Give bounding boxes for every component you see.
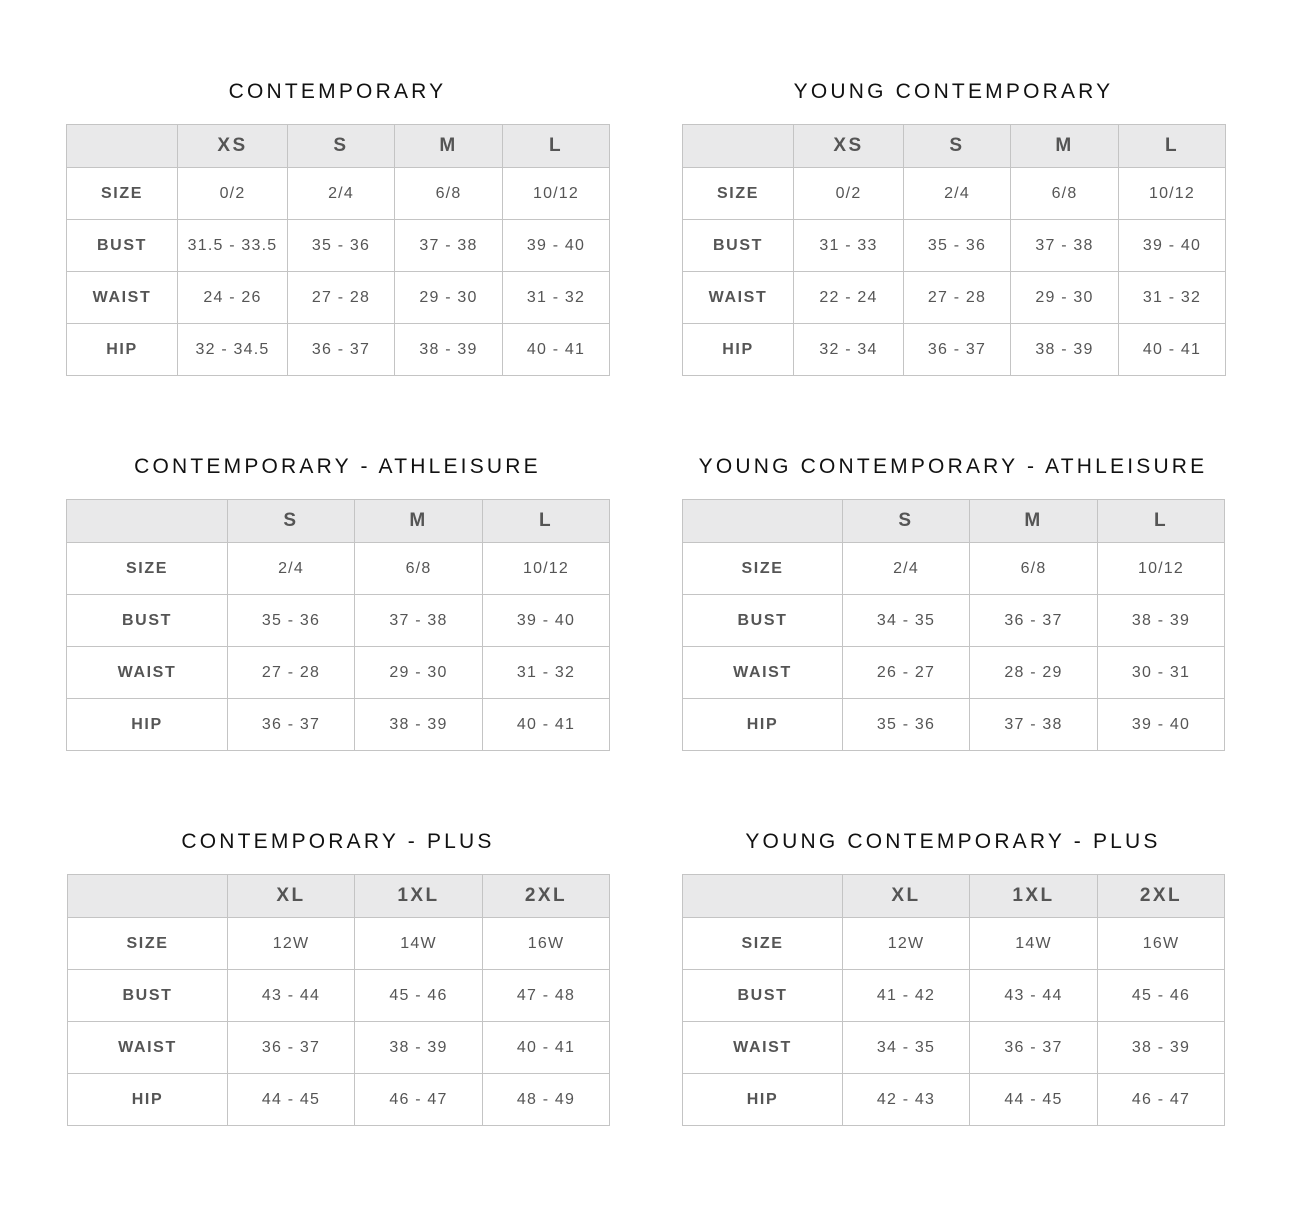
table-cell: 38 - 39 [1011,324,1119,376]
header-corner-cell [683,500,843,543]
table-cell: 24 - 26 [178,272,288,324]
table-cell: 12W [843,918,970,970]
column-header: 1XL [355,875,483,918]
table-cell: 39 - 40 [503,220,610,272]
column-header: L [1119,125,1226,168]
column-header: 2XL [1098,875,1225,918]
row-label: BUST [68,970,228,1022]
row-label: HIP [68,1074,228,1126]
table-cell: 46 - 47 [355,1074,483,1126]
table-cell: 38 - 39 [355,1022,483,1074]
table-cell: 40 - 41 [503,324,610,376]
table-row [683,1074,1225,1126]
table-cell: 36 - 37 [228,1022,355,1074]
table-row [68,918,610,970]
size-table [682,499,1225,751]
table-cell: 31 - 33 [794,220,904,272]
column-header: L [503,125,610,168]
column-header: S [288,125,395,168]
row-label: SIZE [683,918,843,970]
chart-title: CONTEMPORARY [228,80,447,103]
table-cell: 10/12 [1119,168,1226,220]
header-row [67,500,610,543]
row-label: WAIST [67,647,228,699]
table-cell: 30 - 31 [1098,647,1225,699]
table-cell: 31 - 32 [483,647,610,699]
row-label: WAIST [683,647,843,699]
column-header: L [483,500,610,543]
table-row [67,220,610,272]
header-row [683,125,1226,168]
table-cell: 35 - 36 [288,220,395,272]
table-cell: 37 - 38 [970,699,1098,751]
row-label: BUST [683,970,843,1022]
table-cell: 36 - 37 [970,1022,1098,1074]
table-cell: 40 - 41 [1119,324,1226,376]
column-header: XL [228,875,355,918]
chart-title: YOUNG CONTEMPORARY - ATHLEISURE [698,455,1208,478]
table-cell: 2/4 [228,543,355,595]
chart-title: CONTEMPORARY - ATHLEISURE [134,455,541,478]
column-header: XL [843,875,970,918]
row-label: WAIST [683,272,794,324]
row-label: SIZE [67,543,228,595]
table-cell: 41 - 42 [843,970,970,1022]
table-cell: 37 - 38 [395,220,503,272]
table-cell: 6/8 [970,543,1098,595]
row-label: BUST [683,220,794,272]
table-row [68,1022,610,1074]
table-cell: 39 - 40 [483,595,610,647]
chart-title: YOUNG CONTEMPORARY - PLUS [745,830,1161,853]
table-cell: 28 - 29 [970,647,1098,699]
table-cell: 31.5 - 33.5 [178,220,288,272]
table-row [683,1022,1225,1074]
header-row [67,125,610,168]
table-cell: 43 - 44 [970,970,1098,1022]
table-cell: 47 - 48 [483,970,610,1022]
table-cell: 26 - 27 [843,647,970,699]
row-label: WAIST [683,1022,843,1074]
row-label: HIP [683,324,794,376]
header-corner-cell [67,500,228,543]
column-header: S [843,500,970,543]
table-row [683,272,1226,324]
table-cell: 48 - 49 [483,1074,610,1126]
table-cell: 38 - 39 [395,324,503,376]
table-row [683,970,1225,1022]
column-header: M [395,125,503,168]
row-label: SIZE [683,168,794,220]
table-cell: 31 - 32 [503,272,610,324]
column-header: L [1098,500,1225,543]
row-label: HIP [683,1074,843,1126]
row-label: BUST [683,595,843,647]
table-row [683,543,1225,595]
row-label: SIZE [68,918,228,970]
table-row [67,647,610,699]
table-row [683,595,1225,647]
size-table [682,124,1226,376]
table-row [67,699,610,751]
table-cell: 34 - 35 [843,595,970,647]
table-cell: 12W [228,918,355,970]
row-label: BUST [67,220,178,272]
table-cell: 6/8 [395,168,503,220]
column-header: XS [794,125,904,168]
table-cell: 39 - 40 [1098,699,1225,751]
table-cell: 36 - 37 [228,699,355,751]
table-cell: 38 - 39 [1098,595,1225,647]
table-cell: 38 - 39 [1098,1022,1225,1074]
table-cell: 44 - 45 [228,1074,355,1126]
table-cell: 36 - 37 [904,324,1011,376]
table-cell: 22 - 24 [794,272,904,324]
chart-title: YOUNG CONTEMPORARY [793,80,1114,103]
table-cell: 39 - 40 [1119,220,1226,272]
column-header: S [228,500,355,543]
table-cell: 6/8 [355,543,483,595]
table-row [683,324,1226,376]
column-header: S [904,125,1011,168]
table-cell: 0/2 [178,168,288,220]
table-cell: 44 - 45 [970,1074,1098,1126]
table-cell: 40 - 41 [483,699,610,751]
table-cell: 27 - 28 [228,647,355,699]
table-cell: 34 - 35 [843,1022,970,1074]
table-cell: 38 - 39 [355,699,483,751]
table-cell: 46 - 47 [1098,1074,1225,1126]
table-cell: 6/8 [1011,168,1119,220]
row-label: SIZE [67,168,178,220]
table-cell: 45 - 46 [355,970,483,1022]
table-cell: 27 - 28 [288,272,395,324]
table-cell: 45 - 46 [1098,970,1225,1022]
table-cell: 2/4 [904,168,1011,220]
table-cell: 29 - 30 [1011,272,1119,324]
table-cell: 10/12 [483,543,610,595]
table-cell: 10/12 [503,168,610,220]
table-cell: 16W [483,918,610,970]
table-cell: 35 - 36 [228,595,355,647]
table-cell: 35 - 36 [843,699,970,751]
table-row [67,324,610,376]
table-row [67,168,610,220]
table-cell: 29 - 30 [395,272,503,324]
table-row [68,1074,610,1126]
row-label: SIZE [683,543,843,595]
column-header: M [970,500,1098,543]
table-row [683,699,1225,751]
row-label: HIP [67,699,228,751]
header-corner-cell [67,125,178,168]
table-cell: 29 - 30 [355,647,483,699]
table-cell: 43 - 44 [228,970,355,1022]
table-cell: 2/4 [843,543,970,595]
chart-title: CONTEMPORARY - PLUS [181,830,495,853]
table-cell: 32 - 34 [794,324,904,376]
size-table [66,124,610,376]
table-row [683,168,1226,220]
header-corner-cell [683,875,843,918]
table-cell: 36 - 37 [288,324,395,376]
header-corner-cell [683,125,794,168]
row-label: WAIST [68,1022,228,1074]
size-table [682,874,1225,1126]
column-header: 1XL [970,875,1098,918]
table-row [67,272,610,324]
size-table [66,499,610,751]
header-corner-cell [68,875,228,918]
table-cell: 0/2 [794,168,904,220]
row-label: HIP [67,324,178,376]
header-row [68,875,610,918]
table-cell: 16W [1098,918,1225,970]
table-row [67,543,610,595]
header-row [683,875,1225,918]
row-label: HIP [683,699,843,751]
table-cell: 42 - 43 [843,1074,970,1126]
row-label: BUST [67,595,228,647]
table-cell: 31 - 32 [1119,272,1226,324]
table-cell: 35 - 36 [904,220,1011,272]
column-header: 2XL [483,875,610,918]
table-cell: 32 - 34.5 [178,324,288,376]
table-cell: 27 - 28 [904,272,1011,324]
column-header: XS [178,125,288,168]
table-row [68,970,610,1022]
table-cell: 36 - 37 [970,595,1098,647]
table-cell: 40 - 41 [483,1022,610,1074]
table-row [683,647,1225,699]
table-cell: 37 - 38 [355,595,483,647]
table-row [683,220,1226,272]
table-cell: 10/12 [1098,543,1225,595]
table-row [683,918,1225,970]
table-cell: 14W [970,918,1098,970]
header-row [683,500,1225,543]
column-header: M [355,500,483,543]
table-cell: 37 - 38 [1011,220,1119,272]
row-label: WAIST [67,272,178,324]
table-row [67,595,610,647]
table-cell: 2/4 [288,168,395,220]
size-table [67,874,610,1126]
column-header: M [1011,125,1119,168]
table-cell: 14W [355,918,483,970]
